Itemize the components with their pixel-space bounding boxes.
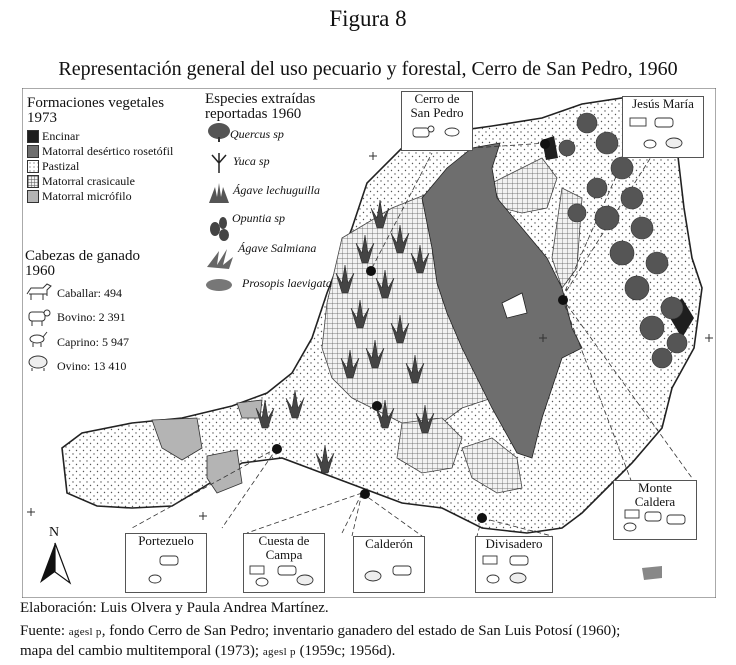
- locality-box-cerro-de-san-pedro: [401, 91, 473, 151]
- legend-item-crasicaule: [27, 175, 202, 190]
- credit-elaboration: Elaboración: Luis Olvera y Paula Andrea Martínez.: [20, 600, 329, 616]
- locality-name-2: San Pedro: [410, 105, 464, 120]
- locality-name: Jesús María: [632, 96, 694, 111]
- swatch-crasicaule: [27, 175, 39, 188]
- locality-name: Divisadero: [485, 536, 543, 551]
- prosopis-icon: [206, 279, 232, 291]
- legend-item-microfilo: [27, 190, 202, 205]
- yuca-icon: [212, 153, 226, 173]
- locality-name: Portezuelo: [138, 533, 194, 548]
- locality-box-calderon: [353, 536, 425, 593]
- species-label-agave-salmiana: Ágave Salmiana: [238, 241, 317, 255]
- quercus-icon: [208, 123, 230, 142]
- legend-item-pastizal: [27, 160, 202, 175]
- legend-item-rosetofilo: [27, 145, 202, 160]
- livestock-label-ovino: Ovino: 13 410: [57, 359, 127, 373]
- swatch-microfilo: [27, 190, 39, 203]
- locality-name: Cuesta de: [258, 533, 310, 548]
- legend-label-pastizal: Pastizal: [42, 159, 80, 173]
- credit-source-line2-start: mapa del cambio multitemporal (1973);: [20, 643, 263, 659]
- legend-livestock-year: 1960: [25, 263, 55, 279]
- agave-salmiana-icon: [207, 249, 233, 269]
- north-arrow-icon: [40, 543, 70, 583]
- opuntia-icon: [210, 217, 229, 241]
- locality-box-jesus-maria: [622, 96, 704, 158]
- credit-source-line1: [20, 623, 620, 640]
- locality-name: Cerro de: [414, 91, 460, 106]
- legend-label-crasicaule: Matorral crasicaule: [42, 174, 135, 188]
- species-label-agave-lechuguilla: Ágave lechuguilla: [233, 183, 320, 197]
- legend-label-encinar: Encinar: [42, 129, 80, 143]
- locality-box-cuesta-de-campa: [243, 533, 325, 593]
- legend-species: [205, 91, 375, 290]
- livestock-label-bovino: Bovino: 2 391: [57, 310, 126, 324]
- credit-source-line2-rest: (1959c; 1956d).: [295, 643, 396, 659]
- livestock-label-caballar: Caballar: 494: [57, 286, 122, 300]
- locality-box-portezuelo: [125, 533, 207, 593]
- livestock-icons: [25, 282, 55, 372]
- legend-species-year: reportadas 1960: [205, 106, 302, 122]
- locality-box-monte-caldera: [613, 480, 697, 540]
- legend-livestock-heading: Cabezas de ganado: [25, 248, 140, 264]
- legend-species-heading: Especies extraídas: [205, 91, 316, 107]
- locality-name: Calderón: [365, 536, 413, 551]
- swatch-rosetofilo: [27, 145, 39, 158]
- species-label-prosopis: Prosopis laevigata: [242, 276, 332, 290]
- figure-label: Figura 8: [329, 6, 407, 31]
- legend-label-microfilo: Matorral micrófilo: [42, 189, 132, 203]
- legend-item-encinar: [27, 130, 202, 145]
- horse-icon: [27, 284, 51, 300]
- credit-source-archive-2: agesl p: [262, 646, 296, 658]
- species-label-yuca: Yuca sp: [233, 154, 270, 168]
- species-icons: [205, 123, 237, 293]
- credit-source-archive: agesl p: [68, 626, 102, 638]
- locality-name-2: Caldera: [634, 494, 676, 509]
- credit-source-line2: [20, 643, 395, 660]
- goat-icon: [30, 332, 47, 347]
- sheep-icon: [29, 356, 47, 371]
- swatch-pastizal: [27, 160, 39, 173]
- locality-name-2: Campa: [265, 547, 303, 562]
- legend-livestock: [25, 248, 195, 373]
- north-label: N: [49, 525, 60, 540]
- legend-vegetation-year: 1973: [27, 110, 57, 126]
- species-label-quercus: Quercus sp: [230, 127, 284, 141]
- swatch-encinar: [27, 130, 39, 143]
- legend-vegetation: [27, 96, 202, 205]
- credit-source-rest: , fondo Cerro de San Pedro; inventario ganadero del estado de San Luis Potosí (1960);: [101, 623, 621, 639]
- cow-icon: [29, 310, 50, 326]
- locality-name: Monte: [638, 480, 672, 495]
- map-title: Representación general del uso pecuario y forestal, Cerro de San Pedro, 1960: [58, 58, 678, 80]
- agave-lechuguilla-icon: [209, 183, 229, 203]
- livestock-label-caprino: Caprino: 5 947: [57, 335, 129, 349]
- legend-label-rosetofilo: Matorral desértico rosetófil: [42, 144, 174, 158]
- zone-encinar-3: [642, 566, 662, 580]
- legend-vegetation-heading: Formaciones vegetales: [27, 95, 165, 111]
- credit-source-prefix: Fuente:: [20, 623, 69, 639]
- zone-matorral-microfilo-2: [207, 450, 242, 493]
- locality-box-divisadero: [475, 536, 553, 593]
- species-label-opuntia: Opuntia sp: [232, 211, 286, 225]
